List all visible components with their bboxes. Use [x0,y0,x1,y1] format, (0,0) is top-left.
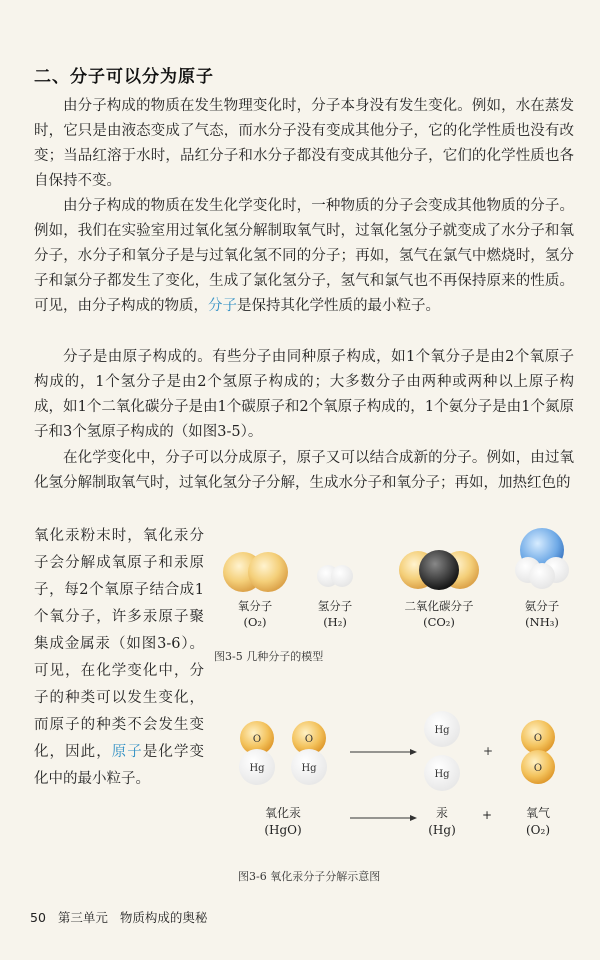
figure-3-5-caption: 图3-5 几种分子的模型 [214,650,324,663]
atom-label-hg: Hg [434,769,450,780]
paragraph-chemical-change [34,194,574,319]
reaction-arrow-icon [350,749,417,755]
figure-mercury-oxide-decomposition [210,705,590,855]
hydrogen-molecule-model [317,565,353,587]
atom-label-o: O [533,763,543,774]
oxygen-molecule [521,720,555,784]
atom-label-o: O [304,734,314,745]
side-text: 氧化汞粉末时，氧化汞分子会分解成氧原子和汞原子，每2个氧原子结合成1个氧分子，许多汞原子聚集成金属汞（如图3-6）。可见，在化学变化中，分子的种类可以发生变化，而原子的种类不会发生变化，因此， [34,528,204,760]
plus-sign-lower: + [482,808,493,822]
decomposition-diagram-svg [210,705,590,805]
paragraph-text-tail: 是保持其化学性质的最小粒子。 [237,298,440,314]
figure-3-6-caption: 图3-6 氧化汞分子分解示意图 [238,870,381,883]
label-carbon-dioxide-molecule: 二氧化碳分子 (CO₂) [404,599,474,629]
mercury-atoms [424,711,460,791]
label-mercury: 汞 (Hg) [428,806,456,837]
paragraph-physical-change: 由分子构成的物质在发生物理变化时，分子本身没有发生变化。例如，水在蒸发时，它只是由液态变成了气态，而水分子没有变成其他分子，它的化学性质也没有改变；当品红溶于水时，品红分子和水分子都没有变成其他分子，它们的化学性质也各自保持不变。 [34,98,574,189]
mercury-oxide-molecule [239,721,275,785]
paragraph-decomposition: 在化学变化中，分子可以分成原子，原子又可以结合成新的分子。例如，由过氧化氢分解制取氧气时，过氧化氢分子分解，生成水分子和氧分子；再如，加热红色的 [34,450,574,491]
unit-title: 物质构成的奥秘 [119,910,208,925]
atom-label-hg: Hg [301,763,317,774]
oxygen-molecule-model [223,552,288,592]
label-mercury-oxide: 氧化汞 (HgO) [264,806,302,837]
mercury-oxide-molecule [291,721,327,785]
side-text-tail: 是化学变化中的最小粒子。 [34,744,205,787]
page-number: 50 [30,910,46,925]
page-footer [30,908,207,926]
label-hydrogen-molecule: 氢分子 (H₂) [317,599,353,629]
ammonia-molecule-model [515,528,569,589]
carbon-dioxide-molecule-model [399,550,479,590]
section-title: 二、分子可以分为原子 [34,67,214,87]
side-paragraph [34,523,204,793]
label-ammonia-molecule: 氨分子 (NH₃) [524,599,560,629]
label-oxygen: 氧气 (O₂) [525,806,550,837]
unit-label: 第三单元 [57,910,108,925]
atom-label-hg: Hg [434,725,450,736]
keyword-atom: 原子 [111,744,143,760]
paragraph-text: 由分子构成的物质在发生化学变化时，一种物质的分子会变成其他物质的分子。例如，我们在实验室用过氧化氢分解制取氧气时，过氧化氢分子就变成了水分子和氧分子，水分子和氧分子是与过氧化氢不同的分子；再如，氢气在氯气中燃烧时，氢分子和氯分子都发生了变化，生成了氯化氢分子，氢气和氯气也不再保持原来的性质。可见，由分子构成的物质， [34,198,574,314]
paragraph-atoms: 分子是由原子构成的。有些分子由同种原子构成，如1个氧分子是由2个氧原子构成的，1个氢分子是由2个氢原子构成的；大多数分子由两种或两种以上原子构成，如1个二氧化碳分子是由1个碳原子和2个氧原子构成的，1个氨分子是由1个氮原子和3个氢原子构成的（如图3-5）。 [34,349,574,440]
plus-sign: + [482,744,494,758]
atom-label-hg: Hg [249,763,265,774]
label-oxygen-molecule: 氧分子 (O₂) [237,599,273,629]
atom-label-o: O [252,734,262,745]
keyword-molecule: 分子 [208,298,237,314]
atom-label-o: O [533,733,543,744]
